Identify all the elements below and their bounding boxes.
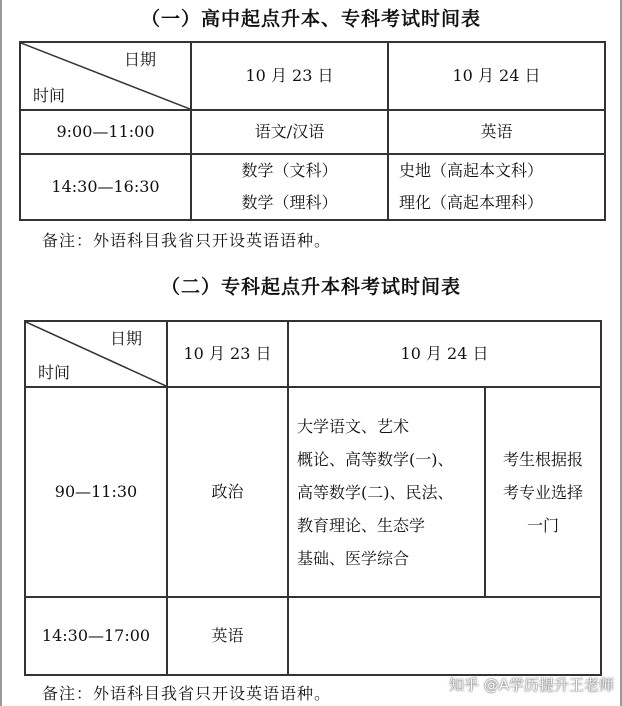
subject-line: 数学（理科）	[241, 193, 338, 212]
note-line: 一门	[527, 515, 560, 535]
row2-time: 14:30—16:30	[20, 154, 191, 220]
row2-oct23-subject: 英语	[167, 597, 288, 675]
row1-time: 9:00—11:00	[20, 110, 191, 154]
header-oct24: 10 月 24 日	[388, 42, 605, 110]
section1-note: 备注：外语科目我省只开设英语语种。	[42, 231, 332, 250]
row1-oct24-subjects	[288, 387, 485, 597]
header-diagonal-cell	[20, 42, 191, 110]
row2-oct23-subjects	[191, 154, 388, 220]
header-diagonal-cell	[25, 321, 167, 387]
exam-schedule-table-2	[24, 320, 602, 676]
row1-oct24-choose-note	[485, 387, 601, 597]
row1-oct23-subject: 政治	[167, 387, 288, 597]
section2-title: （二）专科起点升本科考试时间表	[160, 276, 461, 298]
row1-time: 90—11:30	[25, 387, 167, 597]
row2-oct24-subjects	[388, 154, 605, 220]
row2-oct24-empty	[288, 597, 601, 675]
subject-line: 高等数学(二)、民法、	[297, 482, 454, 502]
header-time-label: 时间	[38, 363, 71, 382]
section1-title: （一）高中起点升本、专科考试时间表	[140, 8, 481, 30]
row1-oct23-subject: 语文/汉语	[191, 110, 388, 154]
subject-line: 数学（文科）	[241, 161, 338, 180]
watermark: 知乎 @A学历提升王老师	[448, 676, 614, 694]
header-time-label: 时间	[33, 86, 66, 105]
subject-line: 教育理论、生态学	[297, 515, 426, 535]
subject-line: 大学语文、艺术	[297, 416, 410, 436]
header-date-label: 日期	[109, 329, 142, 348]
header-date-label: 日期	[123, 50, 156, 69]
subject-line: 概论、高等数学(一)、	[297, 449, 454, 469]
section2-note: 备注：外语科目我省只开设英语语种。	[42, 684, 332, 703]
row2-time: 14:30—17:00	[25, 597, 167, 675]
left-border	[0, 0, 2, 706]
subject-line: 史地（高起本文科）	[399, 161, 544, 180]
header-oct23: 10 月 23 日	[167, 321, 288, 387]
exam-schedule-table-1	[19, 41, 606, 221]
note-line: 考生根据报	[503, 449, 584, 469]
header-oct24: 10 月 24 日	[288, 321, 601, 387]
subject-line: 理化（高起本理科）	[399, 193, 544, 212]
row1-oct24-subject: 英语	[388, 110, 605, 154]
subject-line: 基础、医学综合	[297, 548, 410, 568]
header-oct23: 10 月 23 日	[191, 42, 388, 110]
note-line: 考专业选择	[503, 482, 584, 502]
